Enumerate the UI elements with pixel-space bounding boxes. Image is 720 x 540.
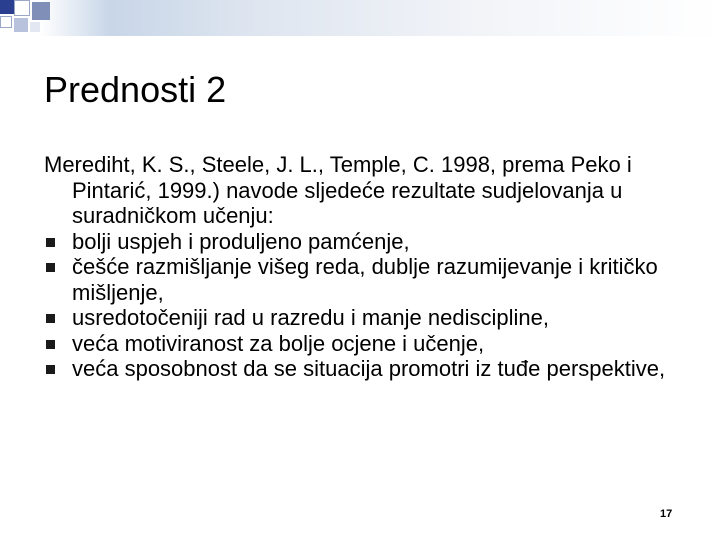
list-item [44, 229, 704, 255]
list-item-text: češće razmišljanje višeg reda, dublje razumijevanje i kritičko mišljenje, [72, 254, 658, 305]
square-bullet-icon [46, 314, 55, 323]
intro-paragraph: Merediht, K. S., Steele, J. L., Temple, C. 1998, prema Peko i Pintarić, 1999.) navode sljedeće rezultate sudjelovanja u suradničkom učenju: [44, 152, 632, 228]
list-item [44, 331, 704, 357]
slide-body [44, 152, 704, 382]
list-item [44, 305, 704, 331]
decorative-square [32, 2, 50, 20]
decorative-square [14, 18, 28, 32]
header-decoration-band [0, 0, 720, 36]
decorative-square [14, 0, 30, 16]
square-bullet-icon [46, 263, 55, 272]
decorative-square [0, 16, 12, 28]
list-item-text: bolji uspjeh i produljeno pamćenje, [72, 228, 410, 254]
list-item-text: usredotočeniji rad u razredu i manje nediscipline, [72, 305, 549, 330]
list-item-text: veća motiviranost za bolje ocjene i učenje, [72, 330, 485, 356]
list-item [44, 254, 704, 305]
slide-title: Prednosti 2 [44, 69, 227, 110]
square-bullet-icon [46, 365, 55, 374]
bullet-list [44, 229, 704, 382]
list-item [44, 356, 704, 382]
decorative-square [0, 0, 14, 14]
square-bullet-icon [46, 238, 55, 247]
page-number: 17 [660, 508, 673, 520]
decorative-square [30, 22, 40, 32]
square-bullet-icon [46, 340, 55, 349]
list-item-text: veća sposobnost da se situacija promotri iz tuđe perspektive, [72, 356, 666, 381]
